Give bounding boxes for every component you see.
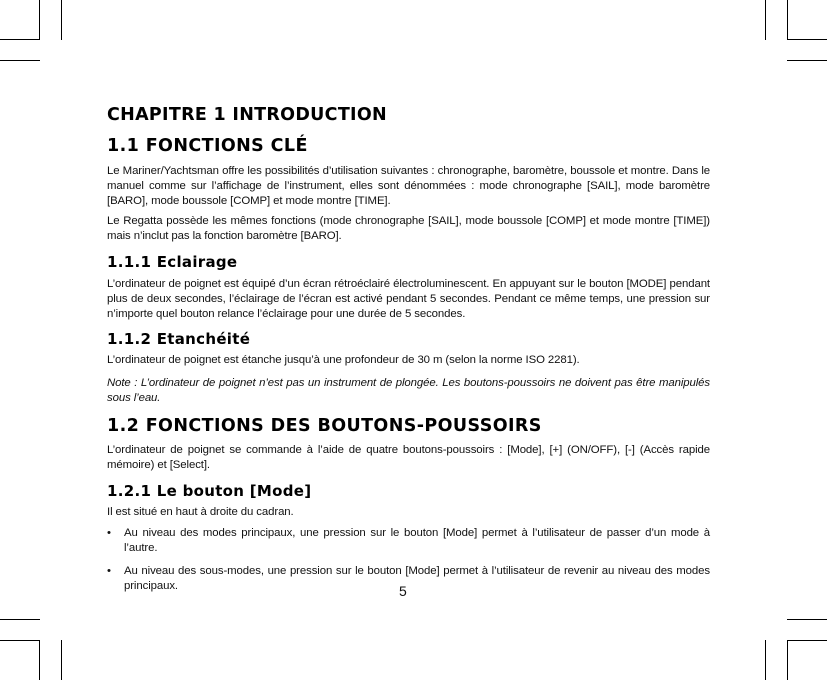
- crop-mark: [39, 0, 40, 40]
- crop-mark: [787, 39, 827, 40]
- section-1-1-1-title: 1.1.1 Eclairage: [107, 253, 238, 271]
- crop-mark: [0, 60, 40, 61]
- section-1-1-2-note: Note : L’ordinateur de poignet n’est pas un instrument de plongée. Les boutons-poussoirs ne doivent pas être manipulés sous l’eau.: [107, 377, 710, 404]
- section-1-1-2-title: 1.1.2 Etanchéité: [107, 330, 251, 348]
- crop-mark: [787, 60, 827, 61]
- crop-mark: [0, 640, 40, 641]
- section-1-2-1-title: 1.2.1 Le bouton [Mode]: [107, 482, 312, 500]
- section-1-1-2-paragraph: L’ordinateur de poignet est étanche jusqu’à une profondeur de 30 m (selon la norme ISO 2281).: [107, 354, 580, 366]
- bullet-icon: •: [107, 527, 111, 539]
- crop-mark: [787, 640, 827, 641]
- bullet-list: [107, 526, 710, 594]
- crop-mark: [39, 640, 40, 680]
- section-1-2-paragraph: L’ordinateur de poignet se commande à l’aide de quatre boutons-poussoirs : [Mode], [+] (ON/OFF), [-] (Accès rapide mémoire) et [Select].: [107, 444, 710, 471]
- section-1-1-paragraph-1: Le Mariner/Yachtsman offre les possibilités d’utilisation suivantes : chronographe, baromètre, boussole et montre. Dans le manuel comme sur l’affichage de l’instrument, elles sont dénommées : mode chronographe [SAIL], mode baromètre [BARO], mode boussole [COMP] et mode montre [TIME].: [107, 165, 710, 207]
- crop-mark: [787, 619, 827, 620]
- crop-mark: [787, 0, 788, 40]
- list-item-text: Au niveau des sous-modes, une pression sur le bouton [Mode] permet à l’utilisateur de revenir au niveau des modes principaux.: [124, 565, 710, 592]
- section-1-1-1-paragraph: L’ordinateur de poignet est équipé d’un écran rétroéclairé électroluminescent. En appuyant sur le bouton [MODE] pendant plus de deux secondes, l’éclairage de l’écran est activé pendant 5 secondes. Pendant ce même temps, une pression sur n’importe quel bouton relance l’éclairage pour une durée de 5 secondes.: [107, 278, 710, 320]
- crop-mark: [765, 0, 766, 40]
- crop-mark: [61, 640, 62, 680]
- section-1-1-title: 1.1 FONCTIONS CLÉ: [107, 136, 308, 156]
- list-item-text: Au niveau des modes principaux, une pression sur le bouton [Mode] permet à l’utilisateur de passer d’un mode à l’autre.: [124, 527, 710, 554]
- chapter-title: CHAPITRE 1 INTRODUCTION: [107, 105, 387, 125]
- section-1-2-title: 1.2 FONCTIONS DES BOUTONS-POUSSOIRS: [107, 416, 542, 436]
- crop-mark: [765, 640, 766, 680]
- list-item: [107, 526, 710, 556]
- crop-mark: [0, 619, 40, 620]
- list-item: [107, 564, 710, 594]
- crop-mark: [787, 640, 788, 680]
- section-1-1-paragraph-2: Le Regatta possède les mêmes fonctions (mode chronographe [SAIL], mode boussole [COMP] et mode montre [TIME]) mais n’inclut pas la fonction baromètre [BARO].: [107, 215, 710, 242]
- crop-mark: [0, 39, 40, 40]
- bullet-icon: •: [107, 565, 111, 577]
- section-1-2-1-paragraph: Il est situé en haut à droite du cadran.: [107, 506, 294, 518]
- page-number: 5: [399, 583, 407, 599]
- crop-mark: [61, 0, 62, 40]
